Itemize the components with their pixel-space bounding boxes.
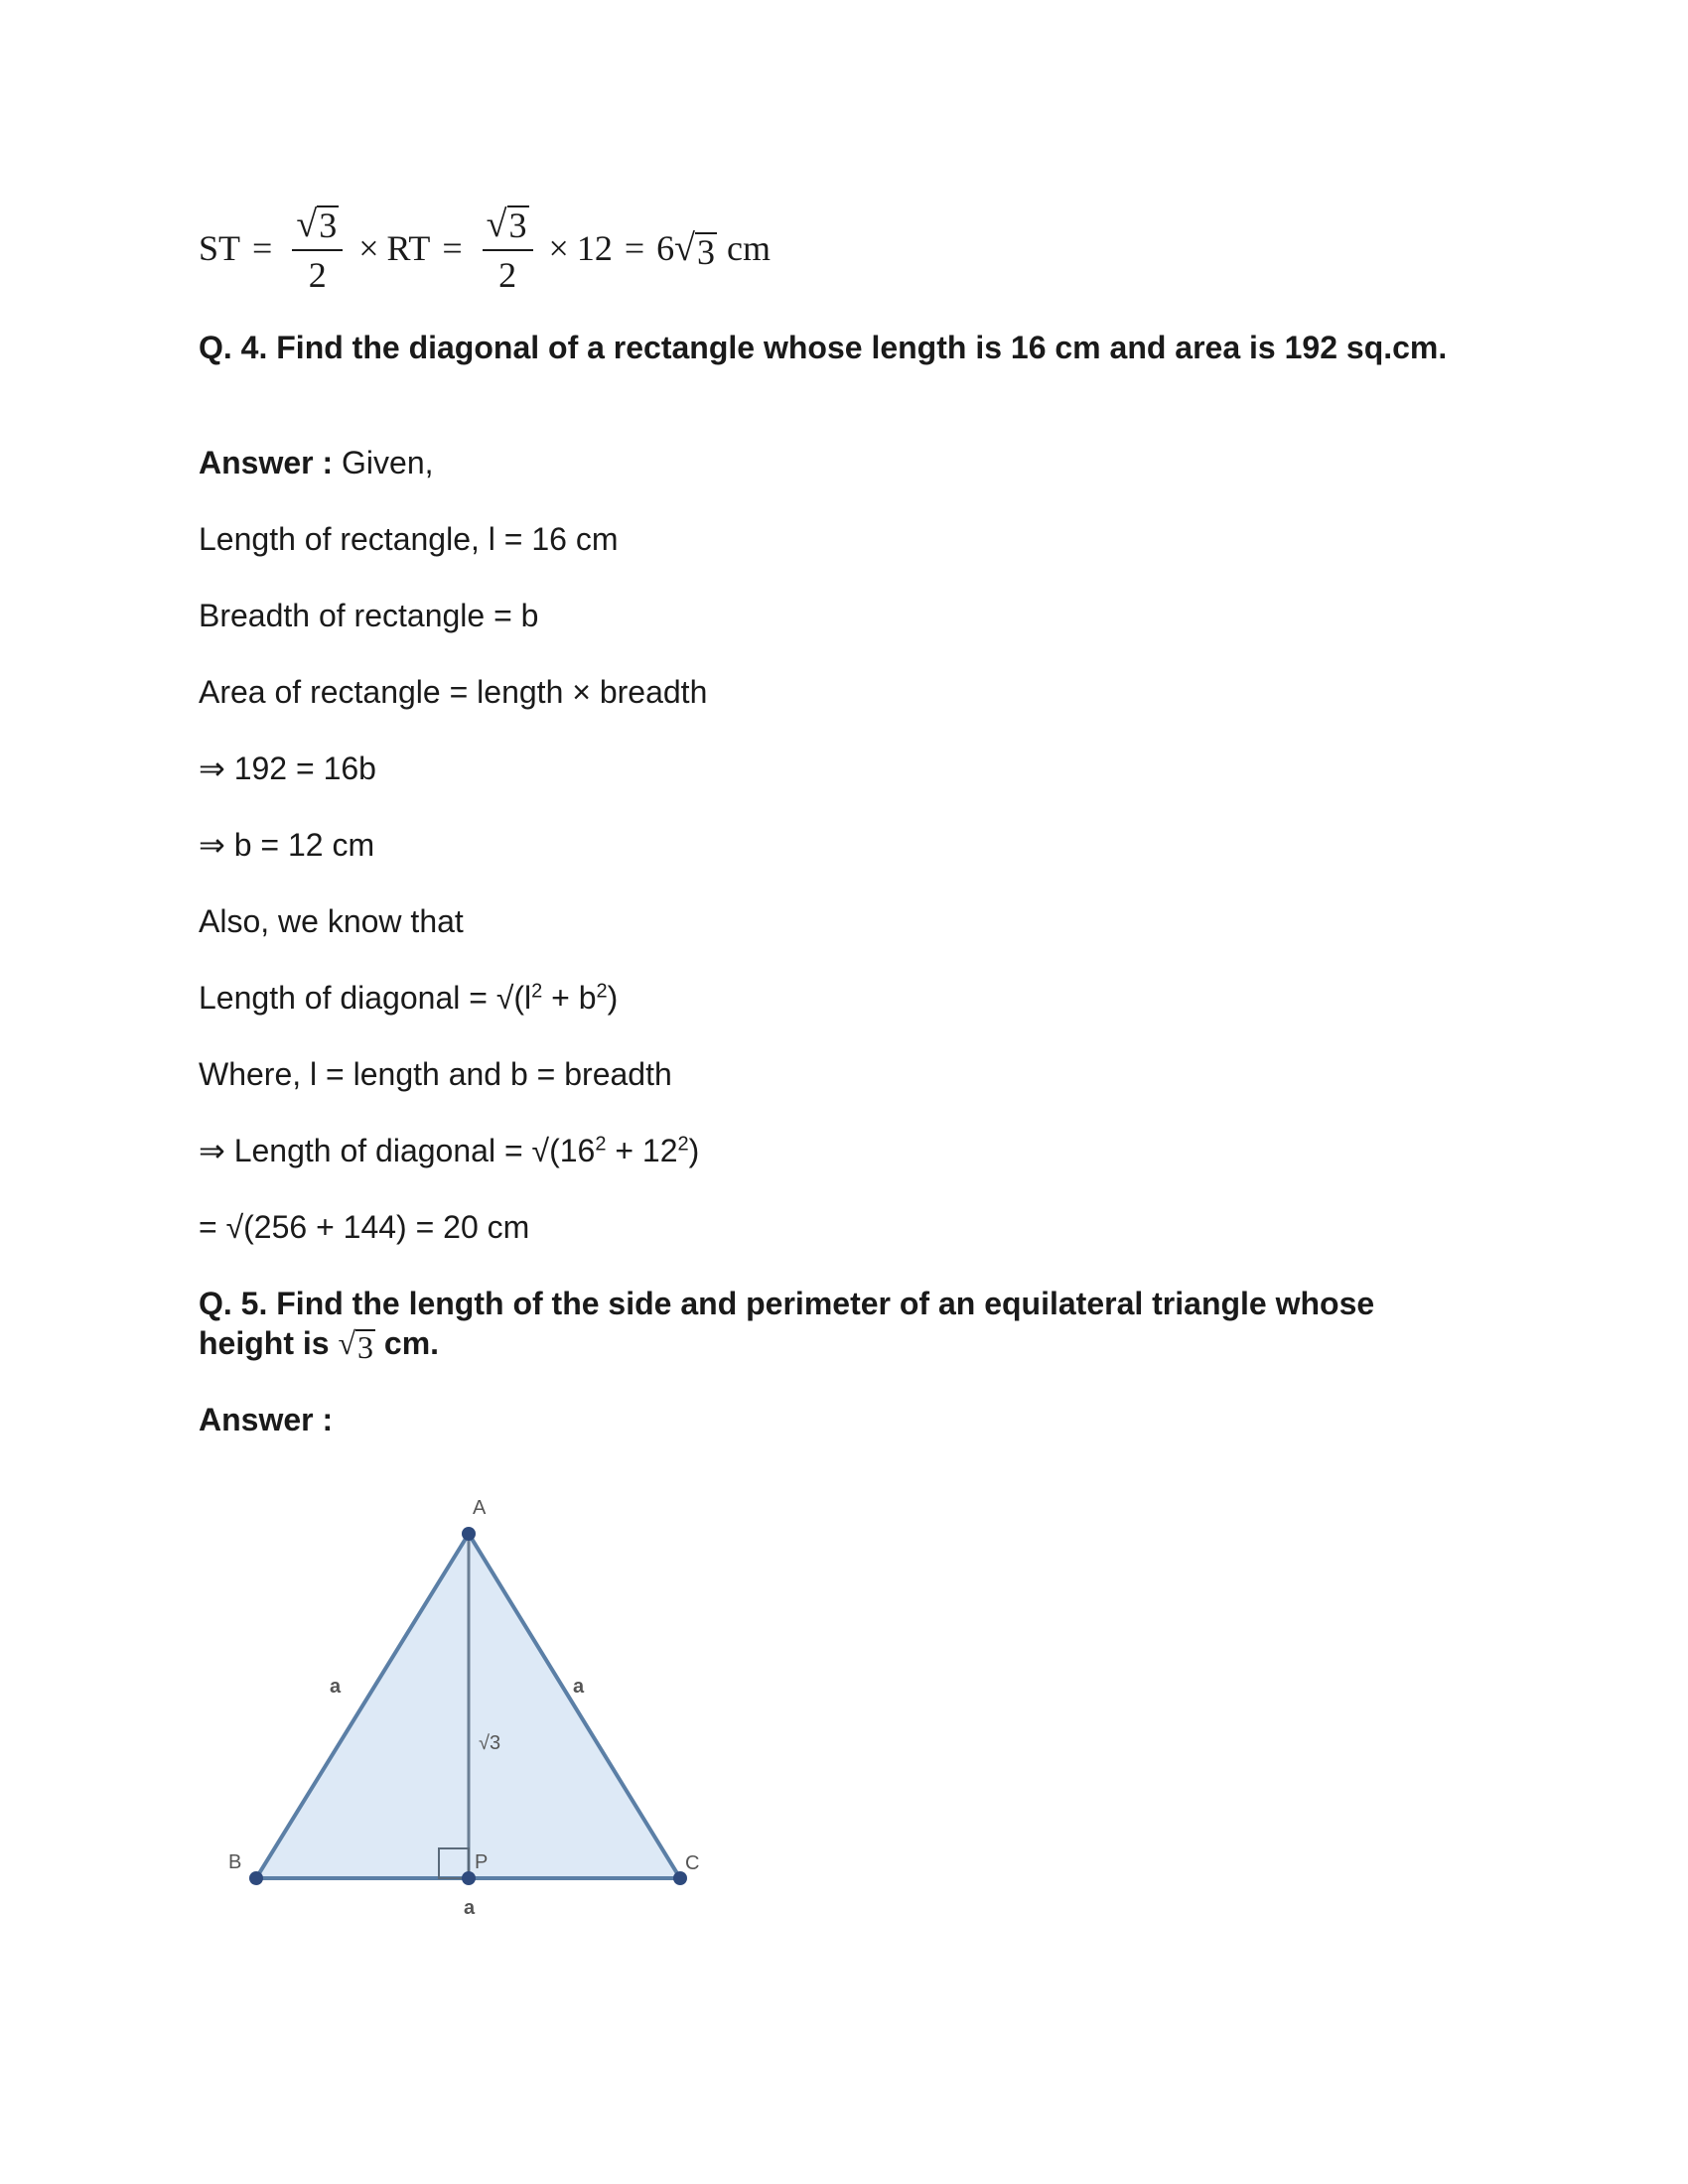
times-sign: × — [548, 228, 569, 268]
answer-given: Given, — [333, 445, 434, 480]
radicand: 3 — [357, 1329, 374, 1365]
question-text: Q. 5. Find the length of the side and perimeter of an equilateral triangle whose height is — [199, 1286, 1375, 1361]
solution-line: Where, l = length and b = breadth — [199, 1056, 672, 1092]
fraction-numerator — [483, 204, 533, 251]
side-label-left: a — [330, 1676, 342, 1698]
formula-text: ⇒ Length of diagonal = √(16 — [199, 1133, 596, 1168]
eq-sign: = — [442, 228, 463, 268]
rt-term: RT — [386, 228, 431, 268]
unit: cm — [727, 228, 771, 268]
exponent: 2 — [677, 1133, 689, 1156]
fraction-denominator: 2 — [498, 255, 517, 295]
point-b — [249, 1871, 263, 1885]
fraction-sqrt3-over-2 — [292, 204, 343, 293]
side-label-bottom: a — [464, 1897, 476, 1919]
label-b: B — [228, 1851, 242, 1873]
radicand: 3 — [508, 205, 527, 245]
question-5 — [199, 1284, 1450, 1363]
formula-text: + 12 — [606, 1133, 678, 1168]
answer-label: Answer : — [199, 445, 334, 480]
eq-lhs: ST — [199, 228, 241, 268]
exponent: 2 — [531, 980, 543, 1003]
solution-line: ⇒ 192 = 16b — [199, 751, 376, 786]
formula-text: + b — [542, 980, 597, 1016]
label-c: C — [685, 1852, 700, 1874]
question-radical — [338, 1323, 375, 1363]
side-label-right: a — [573, 1676, 585, 1698]
formula-text: Length of diagonal = √(l — [199, 980, 532, 1016]
twelve: 12 — [576, 228, 613, 268]
diagonal-substitution — [199, 1131, 699, 1170]
radical-sign: √ — [296, 204, 318, 245]
solution-result: = √(256 + 144) = 20 cm — [199, 1209, 530, 1245]
radicand: 3 — [697, 232, 715, 272]
coefficient: 6 — [656, 228, 675, 268]
formula-text: ) — [607, 980, 619, 1016]
point-p — [462, 1871, 476, 1885]
solution-line: Length of rectangle, l = 16 cm — [199, 521, 619, 557]
solution-line: ⇒ b = 12 cm — [199, 827, 375, 863]
radicand: 3 — [319, 205, 338, 245]
radical-sign: √ — [338, 1325, 356, 1361]
eq-sign: = — [624, 228, 645, 268]
result-radical — [674, 226, 717, 270]
point-a — [462, 1527, 476, 1541]
exponent: 2 — [596, 980, 608, 1003]
height-label: √3 — [479, 1732, 501, 1754]
fraction-denominator: 2 — [308, 255, 327, 295]
label-p: P — [475, 1851, 489, 1873]
eq-sign: = — [252, 228, 273, 268]
fraction-sqrt3-over-2 — [483, 204, 533, 293]
diagonal-formula — [199, 978, 618, 1018]
q5-answer-label: Answer : — [199, 1402, 334, 1437]
times-sign: × — [358, 228, 379, 268]
formula-text: ) — [688, 1133, 700, 1168]
label-a: A — [473, 1497, 487, 1519]
equilateral-triangle-diagram — [218, 1489, 735, 1946]
q4-answer — [199, 443, 434, 482]
question-text: cm. — [375, 1325, 440, 1361]
st-equation — [199, 199, 771, 298]
exponent: 2 — [595, 1133, 607, 1156]
fraction-numerator — [292, 204, 343, 251]
radical-sign: √ — [674, 227, 695, 269]
solution-line: Also, we know that — [199, 903, 464, 939]
solution-line: Area of rectangle = length × breadth — [199, 674, 708, 710]
radical-sign: √ — [486, 204, 507, 245]
question-4: Q. 4. Find the diagonal of a rectangle whose length is 16 cm and area is 192 sq.cm. — [199, 330, 1448, 365]
solution-line: Breadth of rectangle = b — [199, 598, 539, 633]
